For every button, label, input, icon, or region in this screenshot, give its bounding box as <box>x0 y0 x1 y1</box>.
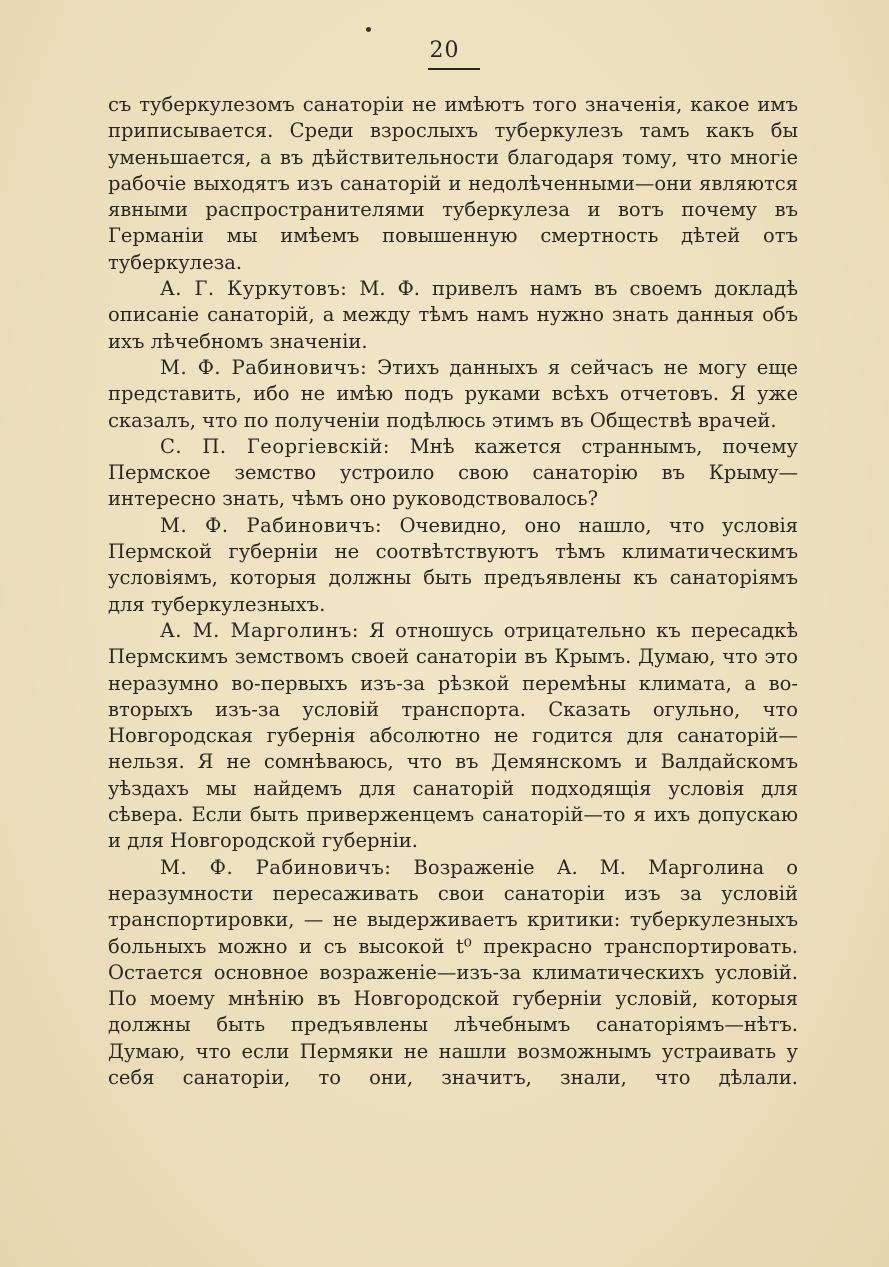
paragraph-7 <box>108 855 798 1092</box>
speaker-name: М. Ф. Рабиновичъ: <box>160 513 383 537</box>
paragraph-text: Возраженіе А. М. Марголина о неразумности пересаживать свои санаторіи изъ за условій транспортировки, — не выдерживаетъ критики: туберкулезныхъ больныхъ можно и съ высокой t⁰ прекрасно транспортировать. Остается основное возраженіе—изъ-за климатическихъ условій. По моему мнѣнію въ Новгородской губерніи условій, которыя должны быть предъявлены лѣчебнымъ санаторіямъ—нѣтъ. Думаю, что если Пермяки не нашли возможнымъ устраивать у себя санаторіи, то они, значитъ, знали, что дѣлали. <box>108 855 798 1089</box>
paragraph-3 <box>108 355 798 434</box>
paragraph-text: М. Ф. привелъ намъ въ своемъ докладѣ описаніе санаторій, а между тѣмъ намъ нужно знать данныя объ ихъ лѣчебномъ значеніи. <box>108 277 798 353</box>
page-number: 20 <box>429 38 460 63</box>
speaker-name: М. Ф. Рабиновичъ: <box>160 855 392 879</box>
paragraph-text: Очевидно, оно нашло, что условія Пермской губерніи не соотвѣтствуютъ тѣмъ климатическимъ условіямъ, которыя должны быть предъявлены къ санаторіямъ для туберкулезныхъ. <box>108 513 798 616</box>
paragraph-2 <box>108 276 798 355</box>
paragraph-1 <box>108 92 798 276</box>
body-text <box>108 92 798 1091</box>
page-number-rule <box>428 68 480 70</box>
paragraph-text: съ туберкулезомъ санаторіи не имѣютъ того значенія, какое имъ приписывается. Среди взрослыхъ туберкулезъ тамъ какъ бы уменьшается, а въ дѣйствительности благодаря тому, что многіе рабочіе выходятъ изъ санаторій и недолѣченными—они являются явными распространителями туберкулеза и вотъ почему въ Германіи мы имѣемъ повышенную смертность дѣтей отъ туберкулеза. <box>108 93 798 274</box>
paragraph-4 <box>108 434 798 513</box>
paragraph-text: Мнѣ кажется страннымъ, почему Пермское земство устроило свою санаторію въ Крыму—интересно знать, чѣмъ оно руководствовалось? <box>108 434 799 511</box>
speaker-name: С. П. Георгіевскій: <box>160 434 390 458</box>
paragraph-5 <box>108 513 798 618</box>
speaker-name: А. М. Марголинъ: <box>160 618 359 642</box>
paragraph-text: Я отношусь отрицательно къ пересадкѣ Пермскимъ земствомъ своей санаторіи въ Крымъ. Думаю, что это неразумно во-первыхъ изъ-за рѣзкой перемѣны климата, а во-вторыхъ изъ-за условій транспорта. Сказать огульно, что Новгородская губернія абсолютно не годится для санаторій—нельзя. Я не сомнѣваюсь, что въ Демянскомъ и Валдайскомъ уѣздахъ мы найдемъ для санаторій подходящія условія для сѣвера. Если быть приверженцемъ санаторій—то я ихъ допускаю и для Новгородской губерніи. <box>108 618 799 853</box>
speaker-name: А. Г. Куркутовъ: <box>160 277 348 301</box>
paragraph-text: Этихъ данныхъ я сейчасъ не могу еще представить, ибо не имѣю подъ руками всѣхъ отчетовъ. Я уже сказалъ, что по полученіи подѣлюсь этимъ въ Обществѣ врачей. <box>108 355 799 432</box>
ink-speck <box>366 27 371 32</box>
speaker-name: М. Ф. Рабиновичъ: <box>160 355 368 379</box>
paragraph-6 <box>108 618 798 855</box>
